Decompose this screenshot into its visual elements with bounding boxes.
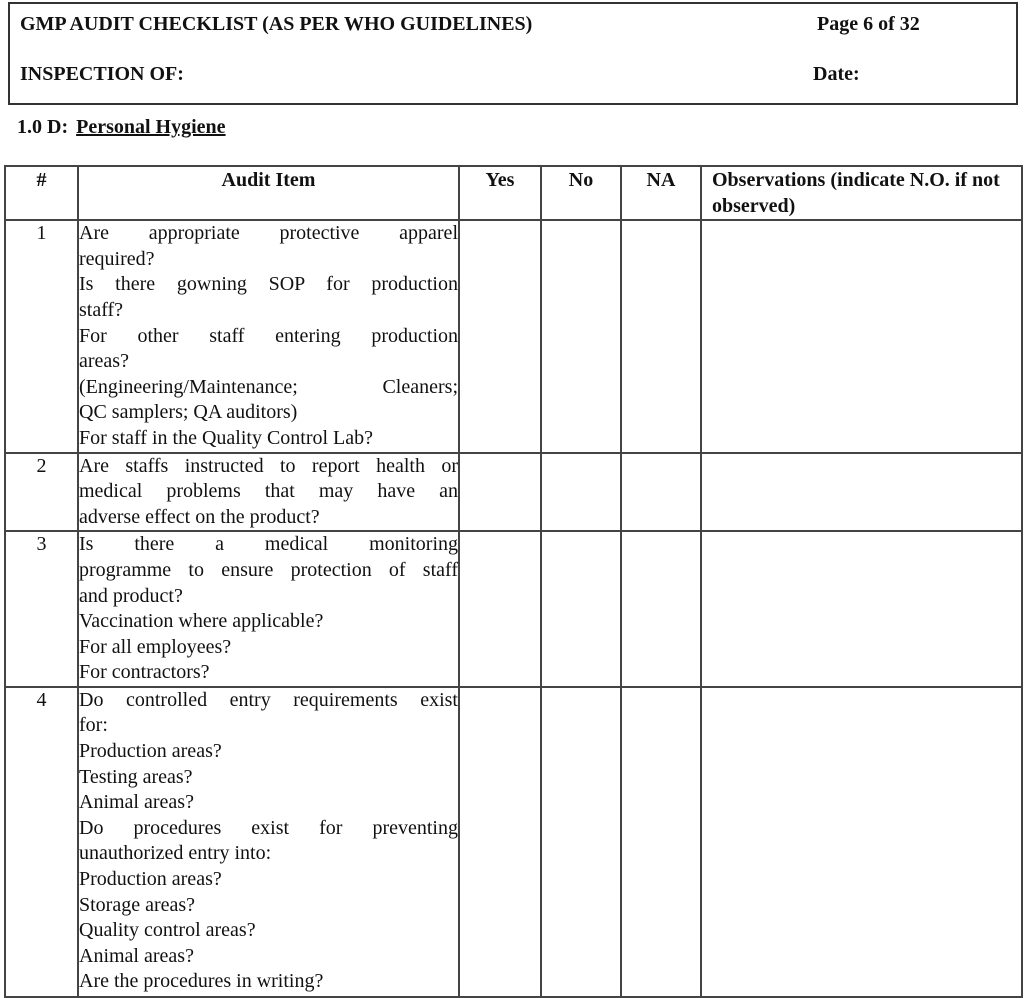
audit-item-line: Animal areas? bbox=[79, 944, 194, 967]
audit-item-text bbox=[78, 453, 459, 532]
audit-item-line: Are staffs instructed to report health or bbox=[79, 454, 458, 477]
audit-item-line: areas? bbox=[79, 350, 129, 373]
column-header-number: # bbox=[5, 166, 78, 220]
audit-checklist-table bbox=[4, 165, 1023, 998]
yes-cell[interactable] bbox=[459, 687, 541, 997]
audit-item-line: medical problems that may have an bbox=[79, 480, 458, 503]
audit-item-line: QC samplers; QA auditors) bbox=[79, 401, 298, 424]
audit-item-line: For other staff entering production bbox=[79, 324, 458, 347]
row-number: 1 bbox=[5, 220, 78, 452]
audit-item-line: for: bbox=[79, 714, 108, 737]
yes-cell[interactable] bbox=[459, 453, 541, 532]
no-cell[interactable] bbox=[541, 453, 621, 532]
no-cell[interactable] bbox=[541, 687, 621, 997]
audit-item-line: unauthorized entry into: bbox=[79, 842, 272, 865]
audit-item-line: Do controlled entry requirements exist bbox=[79, 688, 458, 711]
audit-item-line: Is there a medical monitoring bbox=[79, 533, 458, 556]
date-label: Date: bbox=[813, 63, 860, 85]
na-cell[interactable] bbox=[621, 687, 701, 997]
column-header-yes: Yes bbox=[459, 166, 541, 220]
audit-item-line: Vaccination where applicable? bbox=[79, 610, 324, 633]
audit-item-line: For contractors? bbox=[79, 661, 210, 684]
na-cell[interactable] bbox=[621, 453, 701, 532]
table-row bbox=[5, 453, 1022, 532]
column-header-observations: Observations (indicate N.O. if not observed) bbox=[701, 166, 1022, 220]
section-heading bbox=[17, 115, 226, 139]
yes-cell[interactable] bbox=[459, 531, 541, 687]
inspection-of-label: INSPECTION OF: bbox=[20, 63, 184, 85]
document-title: GMP AUDIT CHECKLIST (AS PER WHO GUIDELINES) bbox=[20, 13, 533, 35]
column-header-na: NA bbox=[621, 166, 701, 220]
audit-item-text bbox=[78, 531, 459, 687]
column-header-audit-item: Audit Item bbox=[78, 166, 459, 220]
audit-item-line: staff? bbox=[79, 298, 124, 321]
observations-cell[interactable] bbox=[701, 687, 1022, 997]
audit-item-line: programme to ensure protection of staff bbox=[79, 558, 458, 581]
audit-item-line: Production areas? bbox=[79, 740, 222, 763]
page-number: Page 6 of 32 bbox=[817, 13, 920, 35]
observations-cell[interactable] bbox=[701, 220, 1022, 452]
audit-item-line: Is there gowning SOP for production bbox=[79, 273, 458, 296]
audit-item-line: and product? bbox=[79, 584, 183, 607]
audit-item-text bbox=[78, 220, 459, 452]
table-row bbox=[5, 531, 1022, 687]
audit-item-text bbox=[78, 687, 459, 997]
audit-item-line: Are the procedures in writing? bbox=[79, 970, 324, 993]
audit-item-line: Animal areas? bbox=[79, 791, 194, 814]
audit-item-line: For staff in the Quality Control Lab? bbox=[79, 426, 374, 449]
row-number: 2 bbox=[5, 453, 78, 532]
no-cell[interactable] bbox=[541, 531, 621, 687]
table-header-row bbox=[5, 166, 1022, 220]
audit-item-line: Testing areas? bbox=[79, 765, 193, 788]
section-number: 1.0 D: bbox=[17, 116, 69, 138]
document-header-box bbox=[8, 2, 1018, 105]
row-number: 3 bbox=[5, 531, 78, 687]
audit-item-line: required? bbox=[79, 247, 155, 270]
audit-item-line: Production areas? bbox=[79, 868, 222, 891]
observations-cell[interactable] bbox=[701, 453, 1022, 532]
audit-item-line: Storage areas? bbox=[79, 893, 196, 916]
audit-item-line: Quality control areas? bbox=[79, 919, 256, 942]
row-number: 4 bbox=[5, 687, 78, 997]
na-cell[interactable] bbox=[621, 531, 701, 687]
no-cell[interactable] bbox=[541, 220, 621, 452]
yes-cell[interactable] bbox=[459, 220, 541, 452]
column-header-no: No bbox=[541, 166, 621, 220]
audit-item-line: adverse effect on the product? bbox=[79, 505, 320, 528]
audit-item-line: Do procedures exist for preventing bbox=[79, 816, 458, 839]
audit-item-line: (Engineering/Maintenance; Cleaners; bbox=[79, 375, 458, 398]
na-cell[interactable] bbox=[621, 220, 701, 452]
observations-cell[interactable] bbox=[701, 531, 1022, 687]
table-row bbox=[5, 220, 1022, 452]
audit-item-line: Are appropriate protective apparel bbox=[79, 222, 458, 245]
audit-item-line: For all employees? bbox=[79, 635, 232, 658]
section-title: Personal Hygiene bbox=[76, 116, 226, 138]
table-row bbox=[5, 687, 1022, 997]
